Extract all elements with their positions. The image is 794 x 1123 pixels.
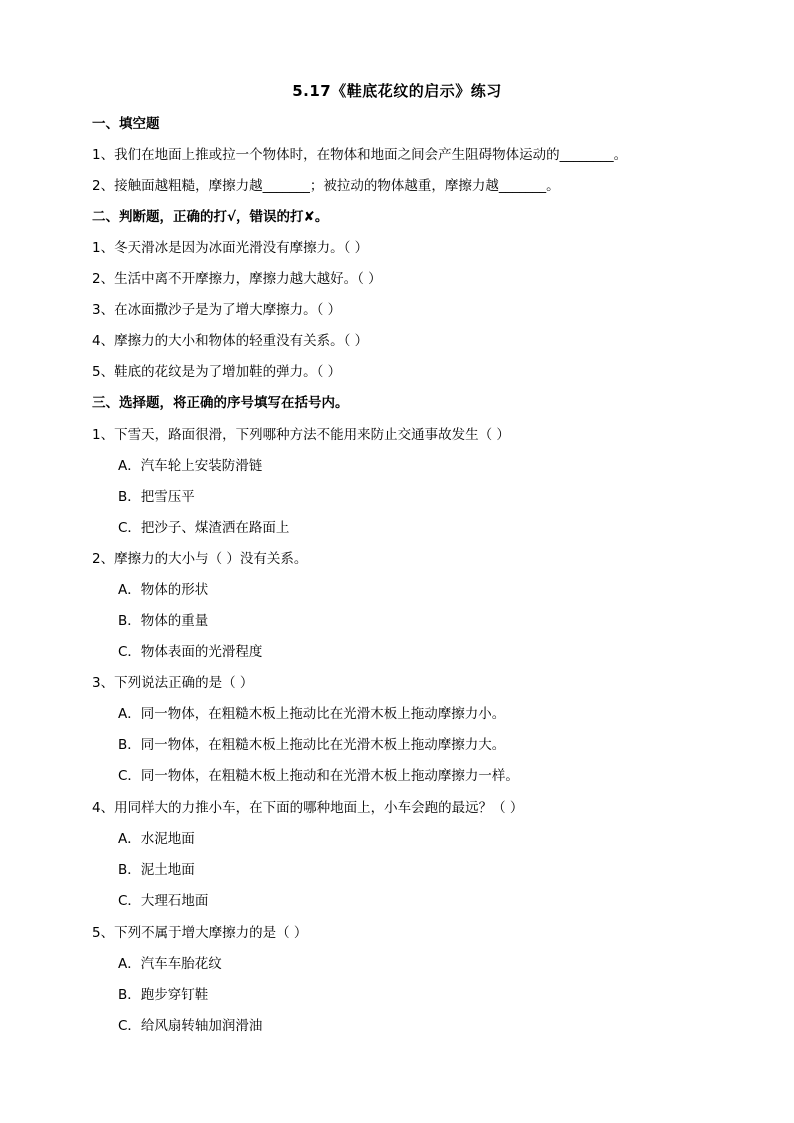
section2-heading: 二、判断题，正确的打√，错误的打✘。 bbox=[92, 209, 329, 225]
choice-question-2: 2、摩擦力的大小与（ ）没有关系。 bbox=[92, 551, 308, 567]
choice-option: C．同一物体，在粗糙木板上拖动和在光滑木板上拖动摩擦力一样。 bbox=[118, 768, 519, 784]
true-false-question-2: 2、生活中离不开摩擦力，摩擦力越大越好。（ ） bbox=[92, 271, 382, 287]
fill-blank-question-2: 2、接触面越粗糙，摩擦力越_______；被拉动的物体越重，摩擦力越_______。 bbox=[92, 178, 560, 194]
section1-heading: 一、填空题 bbox=[92, 116, 160, 132]
choice-option: C．把沙子、煤渣洒在路面上 bbox=[118, 520, 290, 536]
choice-option: B．把雪压平 bbox=[118, 489, 195, 505]
choice-option: A．汽车车胎花纹 bbox=[118, 956, 222, 972]
true-false-question-3: 3、在冰面撒沙子是为了增大摩擦力。（ ） bbox=[92, 302, 342, 318]
choice-option: A．物体的形状 bbox=[118, 582, 209, 598]
fill-blank-question-1: 1、我们在地面上推或拉一个物体时，在物体和地面之间会产生阻碍物体运动的________。 bbox=[92, 147, 628, 163]
choice-option: A．水泥地面 bbox=[118, 831, 195, 847]
section3-heading: 三、选择题，将正确的序号填写在括号内。 bbox=[92, 395, 349, 411]
true-false-question-1: 1、冬天滑冰是因为冰面光滑没有摩擦力。（ ） bbox=[92, 240, 369, 256]
choice-option: B．跑步穿钉鞋 bbox=[118, 987, 209, 1003]
true-false-question-5: 5、鞋底的花纹是为了增加鞋的弹力。（ ） bbox=[92, 364, 342, 380]
choice-question-3: 3、下列说法正确的是（ ） bbox=[92, 675, 254, 691]
choice-option: A．汽车轮上安装防滑链 bbox=[118, 458, 263, 474]
true-false-question-4: 4、摩擦力的大小和物体的轻重没有关系。（ ） bbox=[92, 333, 369, 349]
choice-option: B．泥土地面 bbox=[118, 862, 195, 878]
choice-option: C．给风扇转轴加润滑油 bbox=[118, 1018, 263, 1034]
choice-option: B．同一物体，在粗糙木板上拖动比在光滑木板上拖动摩擦力大。 bbox=[118, 737, 506, 753]
choice-question-5: 5、下列不属于增大摩擦力的是（ ） bbox=[92, 925, 308, 941]
choice-option: A．同一物体，在粗糙木板上拖动比在光滑木板上拖动摩擦力小。 bbox=[118, 706, 506, 722]
page-title: 5.17《鞋底花纹的启示》练习 bbox=[292, 82, 502, 100]
choice-option: C．物体表面的光滑程度 bbox=[118, 644, 263, 660]
choice-option: C．大理石地面 bbox=[118, 893, 209, 909]
choice-question-1: 1、下雪天，路面很滑，下列哪种方法不能用来防止交通事故发生（ ） bbox=[92, 427, 510, 443]
choice-question-4: 4、用同样大的力推小车，在下面的哪种地面上，小车会跑的最远？（ ） bbox=[92, 800, 524, 816]
choice-option: B．物体的重量 bbox=[118, 613, 209, 629]
